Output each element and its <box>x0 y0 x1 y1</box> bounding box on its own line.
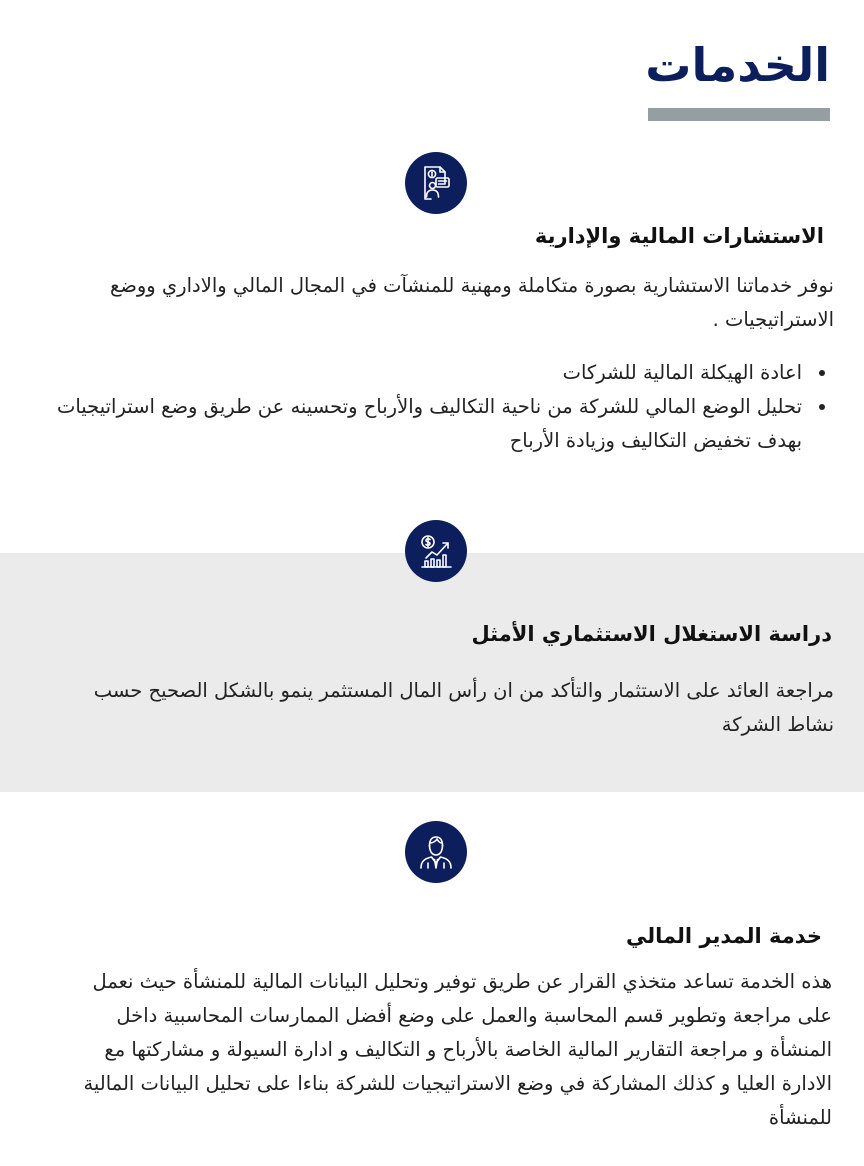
section-background <box>0 553 864 792</box>
section-heading-cfo-service: خدمة المدير المالي <box>625 924 822 948</box>
businessman-avatar-icon <box>405 821 467 883</box>
section-heading-financial-consulting: الاستشارات المالية والإدارية <box>534 224 824 248</box>
title-underline <box>648 108 830 121</box>
growth-chart-dollar-icon <box>405 520 467 582</box>
section-paragraph-financial-consulting: نوفر خدماتنا الاستشارية بصورة متكاملة ومهنية للمنشآت في المجال المالي والاداري ووضع الاستراتيجيات . <box>109 274 834 331</box>
services-bullet-list <box>56 356 834 458</box>
page-title: الخدمات <box>645 38 830 92</box>
section-paragraph-cfo-service: هذه الخدمة تساعد متخذي القرار عن طريق توفير وتحليل البيانات المالية للمنشأة حيث نعمل على مراجعة وتطوير قسم المحاسبة والعمل على وضع أفضل الممارسات المحاسبية داخل المنشأة و مراجعة التقارير المالية الخاصة بالأرباح و التكاليف و ادارة السيولة و مشاركتها مع الادارة العليا و كذلك المشاركة في وضع الاستراتيجيات للشركة بناءا على تحليل البيانات المالية للمنشأة <box>83 970 832 1129</box>
section-heading-investment-study: دراسة الاستغلال الاستثماري الأمثل <box>471 622 832 646</box>
list-item: • تحليل الوضع المالي للشركة من ناحية التكاليف والأرباح وتحسينه عن طريق وضع استراتيجيات بهدف تخفيض التكاليف وزيادة الأرباح <box>56 390 806 458</box>
section-paragraph-investment-study: مراجعة العائد على الاستثمار والتأكد من ان رأس المال المستثمر ينمو بالشكل الصحيح حسب نشاط الشركة <box>93 679 834 736</box>
list-item: • اعادة الهيكلة المالية للشركات <box>56 356 806 390</box>
document-consultant-icon <box>405 152 467 214</box>
